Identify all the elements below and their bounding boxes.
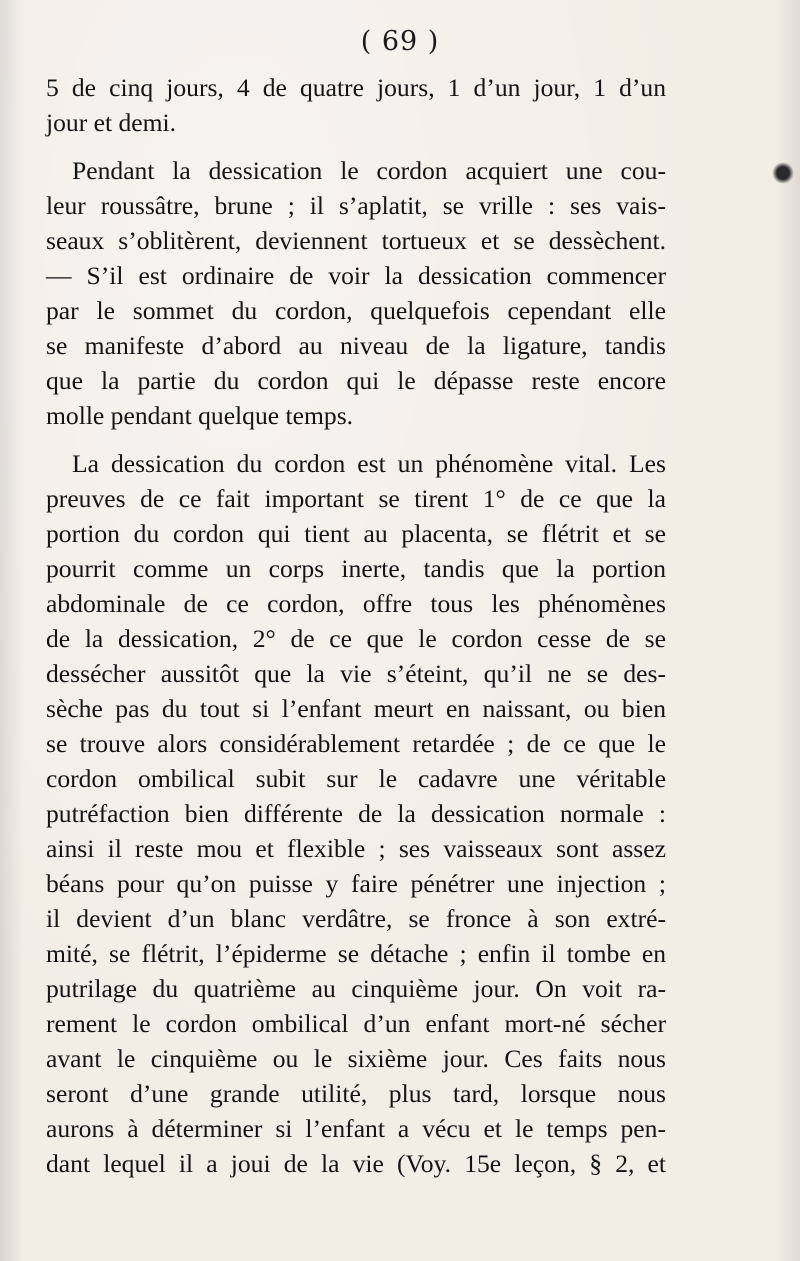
text-line: cordon ombilical subit sur le cadavre une véritable	[46, 764, 666, 793]
text-line: Pendant la dessication le cordon acquiert une cou-	[72, 156, 666, 185]
paragraph-3	[46, 446, 666, 1181]
page-number: ( 69 )	[360, 26, 440, 57]
text-line: pourrit comme un corps inerte, tandis que la portion	[46, 554, 666, 583]
text-line: de la dessication, 2° de ce que le cordon cesse de se	[46, 624, 666, 653]
text-line: ainsi il reste mou et flexible ; ses vaisseaux sont assez	[46, 834, 666, 863]
text-line: dessécher aussitôt que la vie s’éteint, qu’il ne se des-	[46, 659, 666, 688]
text-line: avant le cinquième ou le sixième jour. Ces faits nous	[46, 1044, 666, 1073]
text-line: dant lequel il a joui de la vie (Voy. 15e leçon, § 2, et	[46, 1149, 666, 1178]
text-line: putréfaction bien différente de la dessication normale :	[46, 799, 666, 828]
text-line: seaux s’oblitèrent, deviennent tortueux et se dessèchent.	[46, 226, 666, 255]
paragraph-1	[46, 70, 666, 140]
paragraph-2	[46, 153, 666, 433]
text-line: — S’il est ordinaire de voir la dessication commencer	[46, 261, 666, 290]
page-body	[46, 70, 666, 1181]
text-line: aurons à déterminer si l’enfant a vécu et le temps pen-	[46, 1114, 666, 1143]
text-line: 5 de cinq jours, 4 de quatre jours, 1 d’un jour, 1 d’un	[46, 73, 666, 102]
text-line: béans pour qu’on puisse y faire pénétrer une injection ;	[46, 869, 666, 898]
text-line: rement le cordon ombilical d’un enfant mort-né sécher	[46, 1009, 666, 1038]
text-line: molle pendant quelque temps.	[46, 401, 354, 430]
text-line: mité, se flétrit, l’épiderme se détache ; enfin il tombe en	[46, 939, 666, 968]
text-line: se manifeste d’abord au niveau de la ligature, tandis	[46, 331, 666, 360]
text-line: portion du cordon qui tient au placenta, se flétrit et se	[46, 519, 666, 548]
text-line: leur roussâtre, brune ; il s’aplatit, se vrille : ses vais-	[46, 191, 666, 220]
ink-spot	[772, 162, 794, 184]
text-line: preuves de ce fait important se tirent 1° de ce que la	[46, 484, 666, 513]
text-line: seront d’une grande utilité, plus tard, lorsque nous	[46, 1079, 666, 1108]
text-line: que la partie du cordon qui le dépasse reste encore	[46, 366, 666, 395]
text-line: se trouve alors considérablement retardée ; de ce que le	[46, 729, 666, 758]
text-line: abdominale de ce cordon, offre tous les phénomènes	[46, 589, 666, 618]
text-line: putrilage du quatrième au cinquième jour. On voit ra-	[46, 974, 666, 1003]
text-line: La dessication du cordon est un phénomène vital. Les	[72, 449, 666, 478]
text-line: sèche pas du tout si l’enfant meurt en naissant, ou bien	[46, 694, 666, 723]
text-line: par le sommet du cordon, quelquefois cependant elle	[46, 296, 666, 325]
text-line: il devient d’un blanc verdâtre, se fronce à son extré-	[46, 904, 666, 933]
text-line: jour et demi.	[46, 108, 177, 137]
